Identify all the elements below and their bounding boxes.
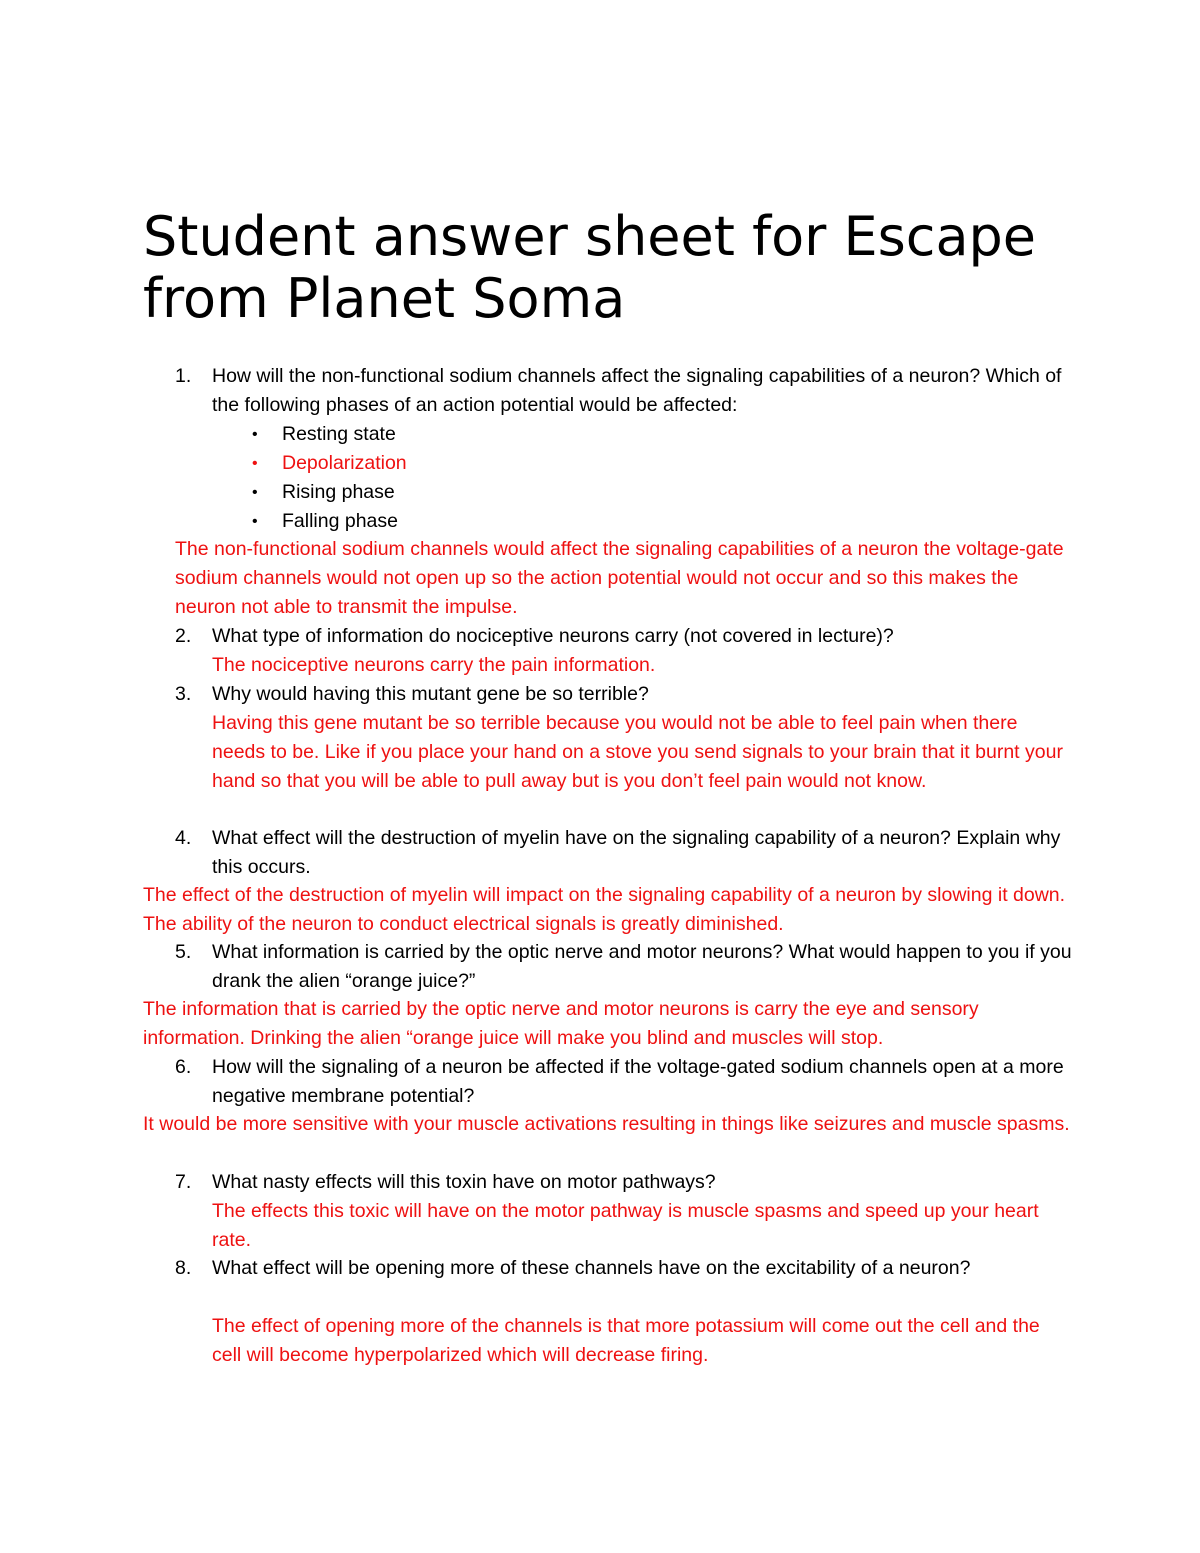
question-1 — [175, 362, 1075, 420]
question-text: What effect will be opening more of these channels have on the excitability of a neuron? — [212, 1257, 971, 1279]
question-number: 6. — [175, 1056, 192, 1078]
answer-5: The information that is carried by the optic nerve and motor neurons is carry the eye and sensory information. Drinking the alien “orange juice will make you blind and muscles will stop. — [143, 998, 979, 1049]
bullet-icon: • — [252, 455, 258, 472]
answer-3: Having this gene mutant be so terrible because you would not be able to feel pain when there needs to be. Like if you place your hand on a stove you send signals to your brain that it burnt your hand so that you will be able to pull away but is you don’t feel pain would not know. — [212, 712, 1063, 792]
question-text: What effect will the destruction of myelin have on the signaling capability of a neuron? Explain why this occurs. — [212, 827, 1061, 878]
question-text: How will the non-functional sodium channels affect the signaling capabilities of a neuron? Which of the following phases of an action potential would be affected: — [212, 365, 1062, 416]
answer-6: It would be more sensitive with your muscle activations resulting in things like seizures and muscle spasms. — [143, 1113, 1070, 1135]
question-2 — [175, 622, 1075, 651]
bullet-icon: • — [252, 513, 258, 530]
answer-8: The effect of opening more of the channels is that more potassium will come out the cell and the cell will become hyperpolarized which will decrease firing. — [212, 1315, 1040, 1366]
option-list — [252, 420, 652, 536]
answer-7: The effects this toxic will have on the motor pathway is muscle spasms and speed up your heart rate. — [212, 1200, 1039, 1251]
document-title: Student answer sheet for Escape from Planet Soma — [143, 205, 1037, 330]
option-item — [252, 478, 652, 507]
question-number: 8. — [175, 1257, 192, 1279]
option-label: Falling phase — [282, 510, 398, 532]
question-4 — [175, 824, 1075, 882]
question-5 — [175, 938, 1075, 996]
question-3 — [175, 680, 1075, 709]
question-number: 2. — [175, 625, 192, 647]
answer-1: The non-functional sodium channels would affect the signaling capabilities of a neuron the voltage-gate sodium channels would not open up so the action potential would not occur and so this makes the neuron not able to transmit the impulse. — [175, 538, 1064, 618]
question-7 — [175, 1168, 1075, 1197]
bullet-icon: • — [252, 426, 258, 443]
option-item — [252, 507, 652, 536]
bullet-icon: • — [252, 484, 258, 501]
question-text: What information is carried by the optic nerve and motor neurons? What would happen to you if you drank the alien “orange juice?” — [212, 941, 1072, 992]
question-text: Why would having this mutant gene be so terrible? — [212, 683, 649, 705]
option-label: Resting state — [282, 423, 396, 445]
option-item-selected — [252, 449, 652, 478]
question-number: 1. — [175, 365, 192, 387]
question-text: What nasty effects will this toxin have on motor pathways? — [212, 1171, 716, 1193]
question-number: 7. — [175, 1171, 192, 1193]
question-number: 4. — [175, 827, 192, 849]
question-text: What type of information do nociceptive neurons carry (not covered in lecture)? — [212, 625, 894, 647]
answer-2: The nociceptive neurons carry the pain information. — [212, 654, 656, 676]
question-number: 3. — [175, 683, 192, 705]
answer-4: The effect of the destruction of myelin will impact on the signaling capability of a neuron by slowing it down. The ability of the neuron to conduct electrical signals is greatly diminished. — [143, 884, 1066, 935]
question-text: How will the signaling of a neuron be affected if the voltage-gated sodium channels open at a more negative membrane potential? — [212, 1056, 1064, 1107]
option-label: Depolarization — [282, 452, 407, 474]
option-item — [252, 420, 652, 449]
question-8 — [175, 1254, 1075, 1312]
question-number: 5. — [175, 941, 192, 963]
question-6 — [175, 1053, 1075, 1111]
option-label: Rising phase — [282, 481, 395, 503]
